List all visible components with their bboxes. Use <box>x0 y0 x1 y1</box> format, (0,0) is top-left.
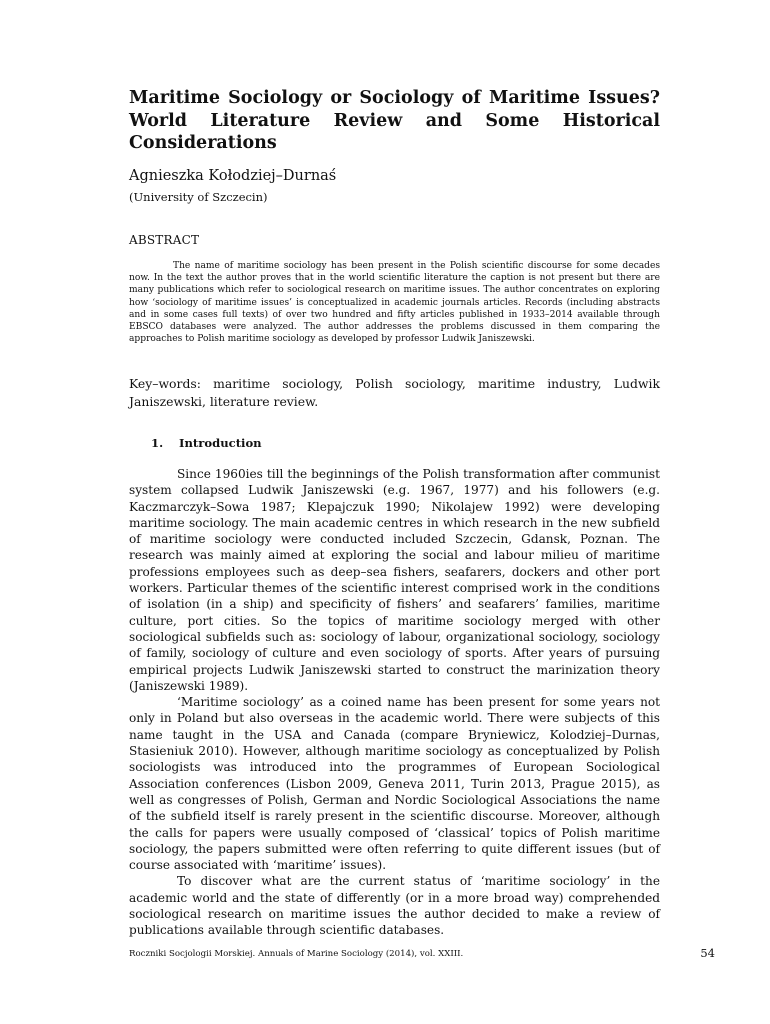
section-number: 1. <box>151 436 164 450</box>
abstract-block <box>129 260 660 345</box>
paper-title: Maritime Sociology or Sociology of Maritime Issues? World Literature Review and Some Historical Considerations <box>129 88 660 153</box>
page-number: 54 <box>700 946 715 960</box>
page-footer <box>129 946 715 962</box>
journal-citation: Roczniki Socjologii Morskiej. Annuals of Marine Sociology (2014), vol. XXIII. <box>129 949 464 959</box>
body-paragraph-3: To discover what are the current status of ‘maritime sociology’ in the academic world and the state of differently (or in a more broad way) comprehended sociological research on maritime issues the author decided to make a review of publications available through scientific databases. <box>129 874 660 938</box>
body-paragraph-2: ‘Maritime sociology’ as a coined name has been present for some years not only in Poland but also overseas in the academic world. There were subjects of this name taught in the USA and Canada (compare Bryniewicz, Kolodziej–Durnas, Stasieniuk 2010). However, although maritime sociology as conceptualized by Polish sociologists was introduced into the programmes of European Sociological Association conferences (Lisbon 2009, Geneva 2011, Turin 2013, Prague 2015), as well as congresses of Polish, German and Nordic Sociological Associations the name of the subfield itself is rarely present in the scientific discourse. Moreover, although the calls for papers were usually composed of ‘classical’ topics of Polish maritime sociology, the papers submitted were often referring to quite different issues (but of course associated with ‘maritime’ issues). <box>129 695 660 873</box>
author-affiliation: (University of Szczecin) <box>129 190 268 204</box>
section-title: Introduction <box>179 436 262 450</box>
body-paragraph-1: Since 1960ies till the beginnings of the Polish transformation after communist system collapsed Ludwik Janiszewski (e.g. 1967, 1977) and his followers (e.g. Kaczmarczyk–Sowa 1987; Klepajczuk 1990; Nikolajew 1992) were developing maritime sociology. The main academic centres in which research in the new subfield of maritime sociology were conducted included Szczecin, Gdansk, Poznan. The research was mainly aimed at exploring the social and labour milieu of maritime professions employees such as deep–sea fishers, seafarers, dockers and other port workers. Particular themes of the scientific interest comprised work in the conditions of isolation (in a ship) and specificity of fishers’ and seafarers’ families, maritime culture, port cities. So the topics of maritime sociology merged with other sociological subfields such as: sociology of labour, organizational sociology, sociology of family, sociology of culture and even sociology of sports. After years of pursuing empirical projects Ludwik Janiszewski started to construct the marinization theory (Janiszewski 1989). <box>129 467 660 693</box>
keywords: Key–words: maritime sociology, Polish sociology, maritime industry, Ludwik Janiszewski, literature review. <box>129 376 660 409</box>
author-name: Agnieszka Kołodziej–Durnaś <box>129 168 337 184</box>
section-heading <box>151 434 262 452</box>
body-text <box>129 466 660 939</box>
abstract-text: The name of maritime sociology has been present in the Polish scientific discourse for some decades now. In the text the author proves that in the world scientific literature the caption is not present but there are many publications which refer to sociological research on maritime issues. The author concentrates on exploring how ‘sociology of maritime issues’ is conceptualized in academic journals articles. Records (including abstracts and in some cases full texts) of over two hundred and fifty articles published in 1933–2014 available through EBSCO databases were analyzed. The author addresses the problems discussed in them comparing the approaches to Polish maritime sociology as developed by professor Ludwik Janiszewski. <box>129 261 660 345</box>
abstract-heading: ABSTRACT <box>129 233 200 247</box>
